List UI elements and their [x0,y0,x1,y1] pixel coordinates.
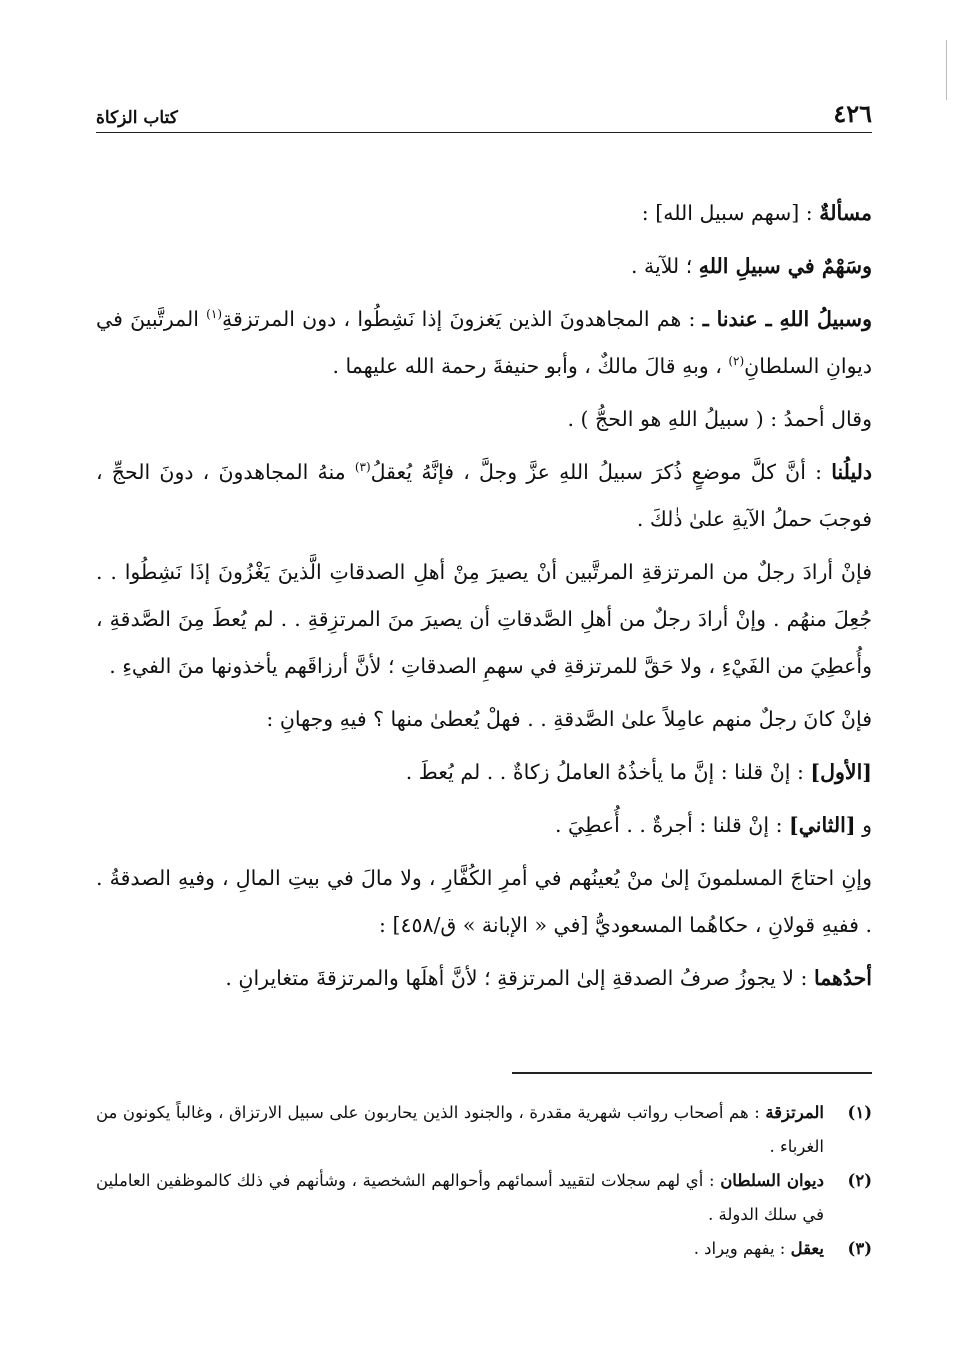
footnote-body [96,1164,824,1232]
footnote-2 [96,1164,872,1232]
paragraph-ahmad [96,396,872,443]
second-text: : إنْ قلنا : أجرةٌ . . أُعطِيَ . [554,813,789,837]
footnote-text: : هم أصحاب رواتب شهرية مقدرة ، والجنود الذين يحاربون على سبيل الارتزاق ، وغالباً يكونون من الغرباء . [96,1103,824,1156]
evidence-bold: دليلُنا [831,460,872,484]
second-label: [الثاني] [789,813,856,837]
one-text: : لا يجوزُ صرفُ الصدقةِ إلىٰ المرتزقةِ ؛ لأنَّ أهلَها والمرتزقةَ متغايرانِ . [225,966,814,990]
evidence-text-2: منهُ المجاهدونَ ، دونَ الحجِّ ، فوجبَ حملُ الآيةِ علىٰ ذٰلكَ . [96,460,872,531]
footnote-number: (٢) [847,1171,872,1190]
footnote-3 [96,1232,872,1266]
need-text: وإنِ احتاجَ المسلمونَ إلىٰ منْ يُعينُهم في أمرِ الكُفَّارِ ، ولا مالَ في بيتِ المالِ ، وفيهِ الصدقةُ . . ففيهِ قولانِ ، حكاهُما المسعوديُّ [في « الإبانة » ق/٤٥٨] : [96,866,872,937]
footnote-term: المرتزقة [765,1103,824,1122]
footnote-divider [512,1072,872,1074]
one-label: أحدُهما [813,966,872,990]
paragraph-worker [96,696,872,743]
footnote-ref-2[interactable]: (٢) [728,354,745,369]
paragraph-need [96,855,872,949]
footnote-1 [96,1096,872,1164]
paragraph-first-view [96,749,872,796]
footnote-term: ديوان السلطان [720,1171,824,1190]
worker-text: فإنْ كانَ رجلٌ منهم عامِلاً علىٰ الصَّدقةِ . . فهلْ يُعطىٰ منها ؟ فيهِ وجهانِ : [266,707,872,731]
share-text: ؛ للآية . [630,254,699,278]
footnote-body [96,1096,824,1164]
main-text [96,190,872,1008]
footnote-ref-3[interactable]: (٣) [354,460,371,475]
first-label: [الأول] [810,760,872,784]
footnote-number: (٣) [847,1239,872,1258]
footnotes [96,1096,872,1266]
footnote-text: : أي لهم سجلات لتقييد أسمائهم وأحوالهم الشخصية ، وشأنهم في ذلك كالموظفين العاملين في سلك الدولة . [96,1171,824,1224]
issue-title: : [سهم سبيل الله] : [641,201,820,225]
chapter-title: كتاب الزكاة [96,108,178,128]
definition-text-1: : هم المجاهدونَ الذين يَغزونَ إذا نَشِطُوا ، دون المرتزقةِ [222,307,703,331]
running-header [96,88,872,133]
paragraph-second-view [96,802,872,849]
paragraph-share [96,243,872,290]
first-text: : إنْ قلنا : إنَّ ما يأخذُهُ العاملُ زكاةٌ . . لم يُعطَ . [405,760,811,784]
paragraph-evidence [96,449,872,543]
footnote-text: : يفهم ويراد . [693,1239,791,1258]
paragraph-issue-heading [96,190,872,237]
evidence-text-1: : أنَّ كلَّ موضعٍ ذُكرَ سبيلُ اللهِ عزَّ وجلَّ ، فإنَّهُ يُعقلُ [370,460,832,484]
paragraph-one-of-them [96,955,872,1002]
share-bold: وسَهْمٌ في سبيلِ اللهِ [698,254,872,278]
footnote-term: يعقل [790,1239,824,1258]
issue-label: مسألةٌ [819,201,872,225]
second-prefix: و [855,813,872,837]
footnote-ref-1[interactable]: (١) [206,307,222,322]
definition-text-2: المرتَّبينَ في ديوانِ السلطانِ [96,307,872,378]
page-edge-line [946,40,947,100]
definition-bold: وسبيلُ اللهِ ـ عندنا ـ [702,307,872,331]
footnote-body [96,1232,824,1266]
ahmad-text: وقال أحمدُ : ( سبيلُ اللهِ هو الحجُّ ) . [567,407,872,431]
transfer-text: فإنْ أرادَ رجلٌ من المرتزقةِ المرتَّبين أنْ يصيرَ مِنْ أهلِ الصدقاتِ الَّذينَ يَغْزُونَ إذَا نَشِطُوا . . جُعِلَ منهُم . وإنْ أرادَ رجلٌ من أهلِ الصَّدقاتِ أن يصيرَ منَ المرتزِقةِ . . لم يُعطَ مِنَ الصَّدقةِ ، وأُعطِيَ من الفَيْءِ ، ولا حَقَّ للمرتزقةِ في سهمِ الصدقاتِ ؛ لأنَّ أرزاقَهم يأخذونها منَ الفيءِ . [96,560,872,678]
page-number: ٤٢٦ [833,99,872,128]
footnote-number: (١) [847,1103,872,1122]
paragraph-definition [96,296,872,390]
definition-text-3: ، وبهِ قالَ مالكٌ ، وأبو حنيفةَ رحمة الله عليهما . [332,354,729,378]
paragraph-transfer [96,549,872,690]
